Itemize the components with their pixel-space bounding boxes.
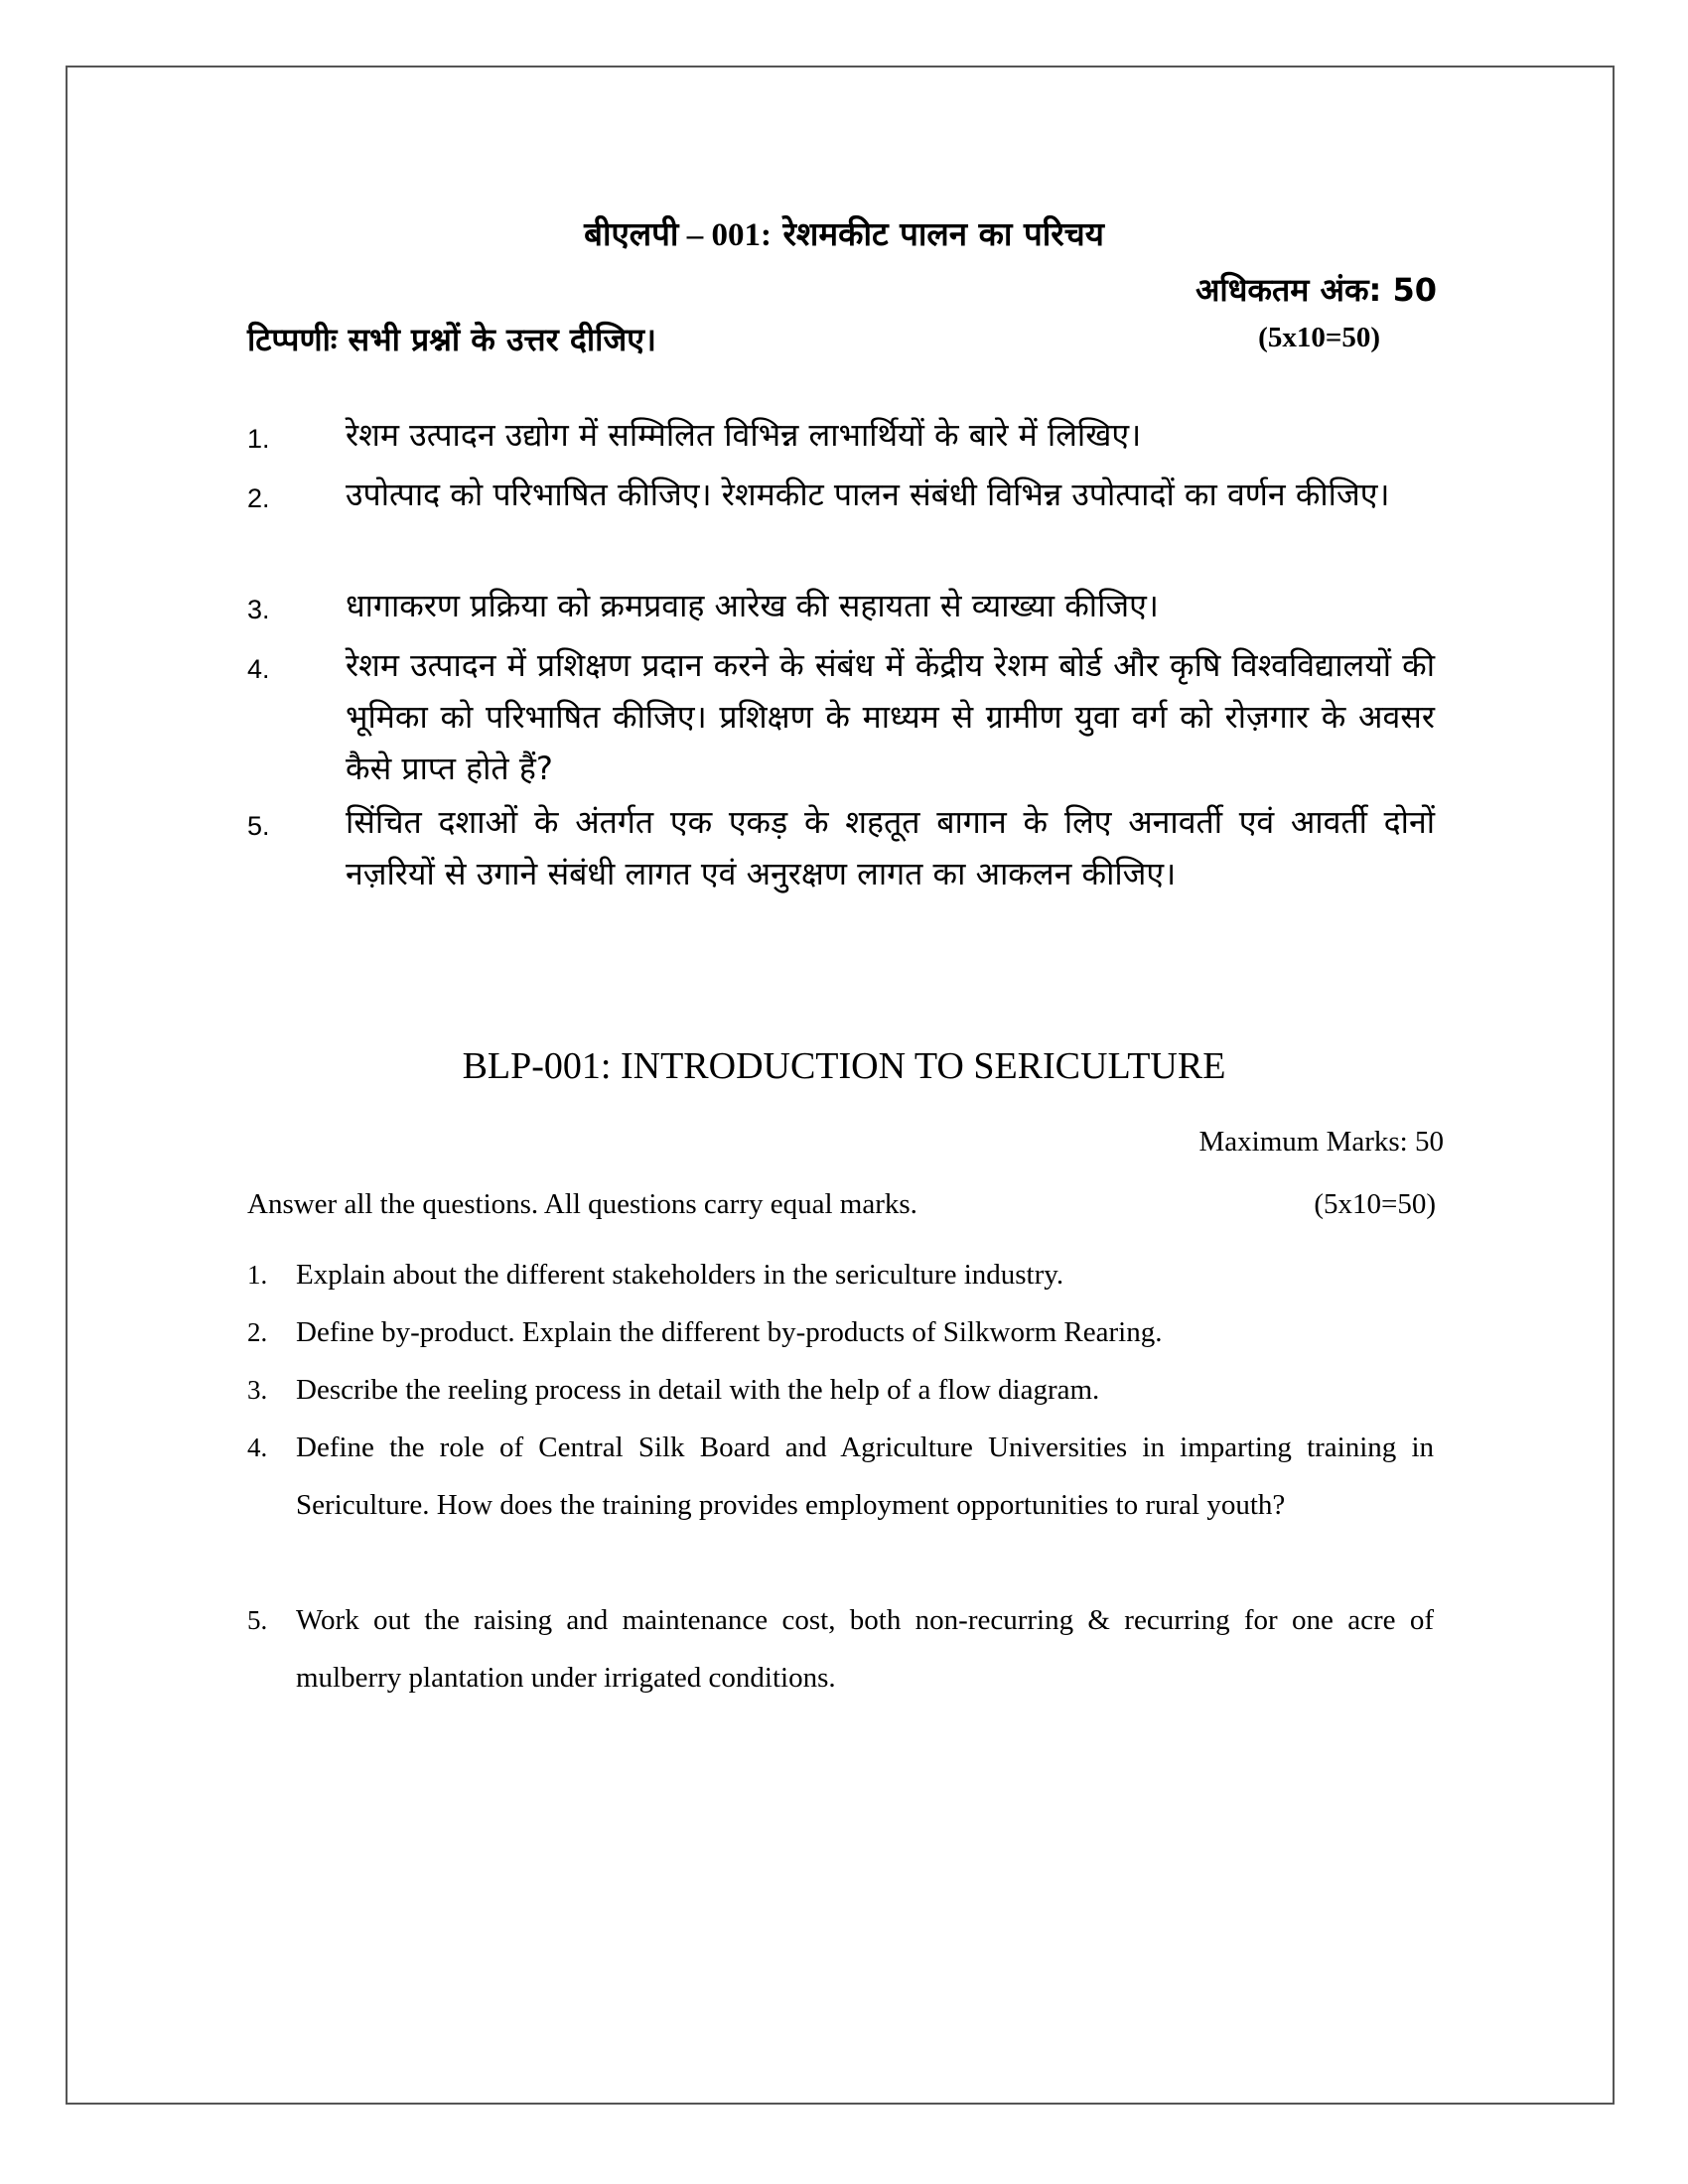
english-question-text: Define the role of Central Silk Board and Agriculture Universities in imparting training in Sericulture. How does the training provides employment opportunities to rural youth? bbox=[296, 1432, 1434, 1521]
english-course-title: BLP-001: INTRODUCTION TO SERICULTURE bbox=[462, 1045, 1226, 1087]
hindi-question bbox=[247, 796, 1439, 899]
hindi-question-text: सिंचित दशाओं के अंतर्गत एक एकड़ के शहतूत बागान के लिए अनावर्ती एवं आवर्ती दोनों नज़रियों से उगाने संबंधी लागत एवं अनुरक्षण लागत का आकलन कीजिए। bbox=[346, 803, 1435, 892]
hindi-question-number: 2. bbox=[247, 483, 270, 513]
hindi-question-text: धागाकरण प्रक्रिया को क्रमप्रवाह आरेख की सहायता से व्याख्या कीजिए। bbox=[346, 587, 1159, 624]
hindi-question bbox=[247, 409, 1439, 461]
english-question bbox=[247, 1361, 1439, 1419]
hindi-course-code: बीएलपी – 001: bbox=[584, 217, 772, 253]
hindi-max-marks: अधिकतम अंक: 50 bbox=[1195, 271, 1437, 309]
hindi-marks-formula: (5x10=50) bbox=[1258, 322, 1380, 353]
english-question-number: 4. bbox=[247, 1433, 268, 1462]
hindi-question bbox=[247, 469, 1439, 520]
english-instructions: Answer all the questions. All questions carry equal marks. bbox=[247, 1188, 917, 1220]
hindi-question-number: 5. bbox=[247, 811, 270, 841]
english-max-marks: Maximum Marks: 50 bbox=[1198, 1126, 1444, 1158]
hindi-question-number: 1. bbox=[247, 424, 270, 454]
english-question-number: 1. bbox=[247, 1260, 268, 1290]
english-question-text: Explain about the different stakeholders in the sericulture industry. bbox=[296, 1259, 1064, 1291]
hindi-question-text: उपोत्पाद को परिभाषित कीजिए। रेशमकीट पालन संबंधी विभिन्न उपोत्पादों का वर्णन कीजिए। bbox=[346, 476, 1390, 513]
hindi-question-text: रेशम उत्पादन उद्योग में सम्मिलित विभिन्न लाभार्थियों के बारे में लिखिए। bbox=[346, 416, 1142, 454]
english-question-text: Work out the raising and maintenance cost, both non-recurring & recurring for one acre of mulberry plantation under irrigated conditions. bbox=[296, 1604, 1434, 1694]
english-question-number: 2. bbox=[247, 1317, 268, 1347]
hindi-question-number: 4. bbox=[247, 654, 270, 684]
english-question bbox=[247, 1591, 1439, 1706]
english-marks-formula: (5x10=50) bbox=[1314, 1188, 1436, 1220]
english-question bbox=[247, 1246, 1439, 1303]
english-question-text: Describe the reeling process in detail with the help of a flow diagram. bbox=[296, 1374, 1100, 1406]
hindi-question-number: 3. bbox=[247, 595, 270, 624]
english-question bbox=[247, 1303, 1439, 1361]
hindi-course-name: रेशमकीट पालन का परिचय bbox=[782, 214, 1104, 253]
hindi-instructions: टिप्पणीः सभी प्रश्नों के उत्तर दीजिए। bbox=[247, 321, 657, 358]
english-question-number: 3. bbox=[247, 1375, 268, 1405]
english-question-number: 5. bbox=[247, 1605, 268, 1635]
hindi-course-title bbox=[0, 210, 1688, 255]
english-question bbox=[247, 1419, 1439, 1534]
english-question-text: Define by-product. Explain the different by-products of Silkworm Rearing. bbox=[296, 1316, 1163, 1348]
hindi-question-text: रेशम उत्पादन में प्रशिक्षण प्रदान करने के संबंध में केंद्रीय रेशम बोर्ड और कृषि विश्वविद्यालयों की भूमिका को परिभाषित कीजिए। प्रशिक्षण के माध्यम से ग्रामीण युवा वर्ग को रोज़गार के अवसर कैसे प्राप्त होते हैं? bbox=[346, 646, 1435, 787]
hindi-question bbox=[247, 639, 1439, 794]
hindi-question bbox=[247, 580, 1439, 631]
